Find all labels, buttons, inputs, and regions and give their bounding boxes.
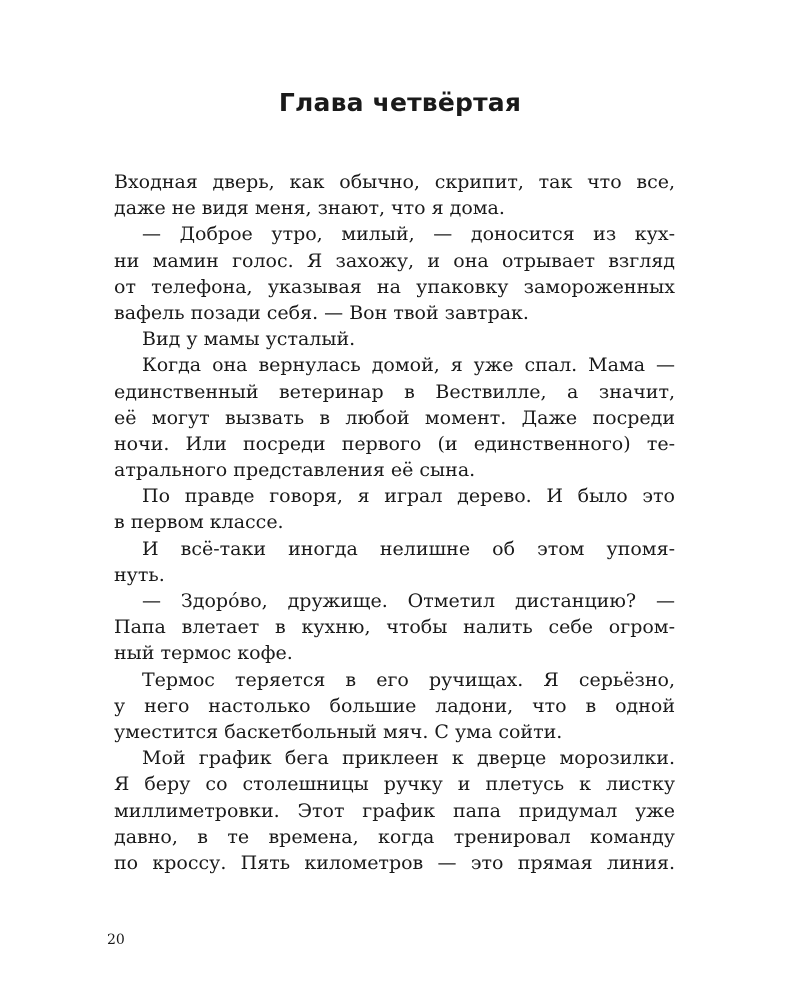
text-line: даже не видя меня, знают, что я дома. [114,197,505,220]
text-line: давно, в те времена, когда тренировал команду [114,825,675,848]
text-line: — Доброе утро, милый, — доносится из кух- [142,223,675,246]
text-line: Когда она вернулась домой, я уже спал. Мама — [142,354,675,377]
text-line: единственный ветеринар в Веcтвилле, а значит, [114,380,675,403]
text-line: в первом классе. [114,511,284,534]
text-line: ни мамин голос. Я захожу, и она отрывает взгляд [114,249,675,272]
text-line: Папа влетает в кухню, чтобы налить себе огром- [114,616,675,639]
text-line: уместится баскетбольный мяч. С ума сойти. [114,720,563,743]
text-line: Термос теряется в его ручищах. Я серьёзно, [142,668,675,691]
text-line: миллиметровки. Этот график папа придумал уже [114,799,675,822]
text-line: И всё-таки иногда нелишне об этом упомя- [142,537,675,560]
text-line: По правде говоря, я играл дерево. И было это [142,485,675,508]
text-line: по кроссу. Пять километров — это прямая линия. [114,851,675,874]
text-line: Я беру со столешницы ручку и плетусь к листку [114,773,675,796]
text-line: у него настолько большие ладони, что в одной [114,694,675,717]
text-line: нуть. [114,563,165,586]
text-line: Вид у мамы усталый. [142,328,356,351]
text-line: от телефона, указывая на упаковку замороженных [114,275,675,298]
text-line: вафель позади себя. — Вон твой завтрак. [114,301,529,324]
chapter-title: Глава четвёртая [278,88,522,117]
text-line: Входная дверь, как обычно, скрипит, так что все, [114,171,675,193]
text-line: ночи. Или посреди первого (и единственного) те- [114,432,675,455]
text-line: атрального представления её сына. [114,459,476,482]
text-line: — Здоро́во, дружище. Отметил дистанцию? — [142,590,675,612]
page-number: 20 [107,932,125,948]
text-line: Мой график бега приклеен к дверце морозилки. [142,747,675,770]
text-line: её могут вызвать в любой момент. Даже посреди [114,406,675,429]
body-text [114,169,675,876]
text-line: ный термос кофе. [114,642,293,665]
